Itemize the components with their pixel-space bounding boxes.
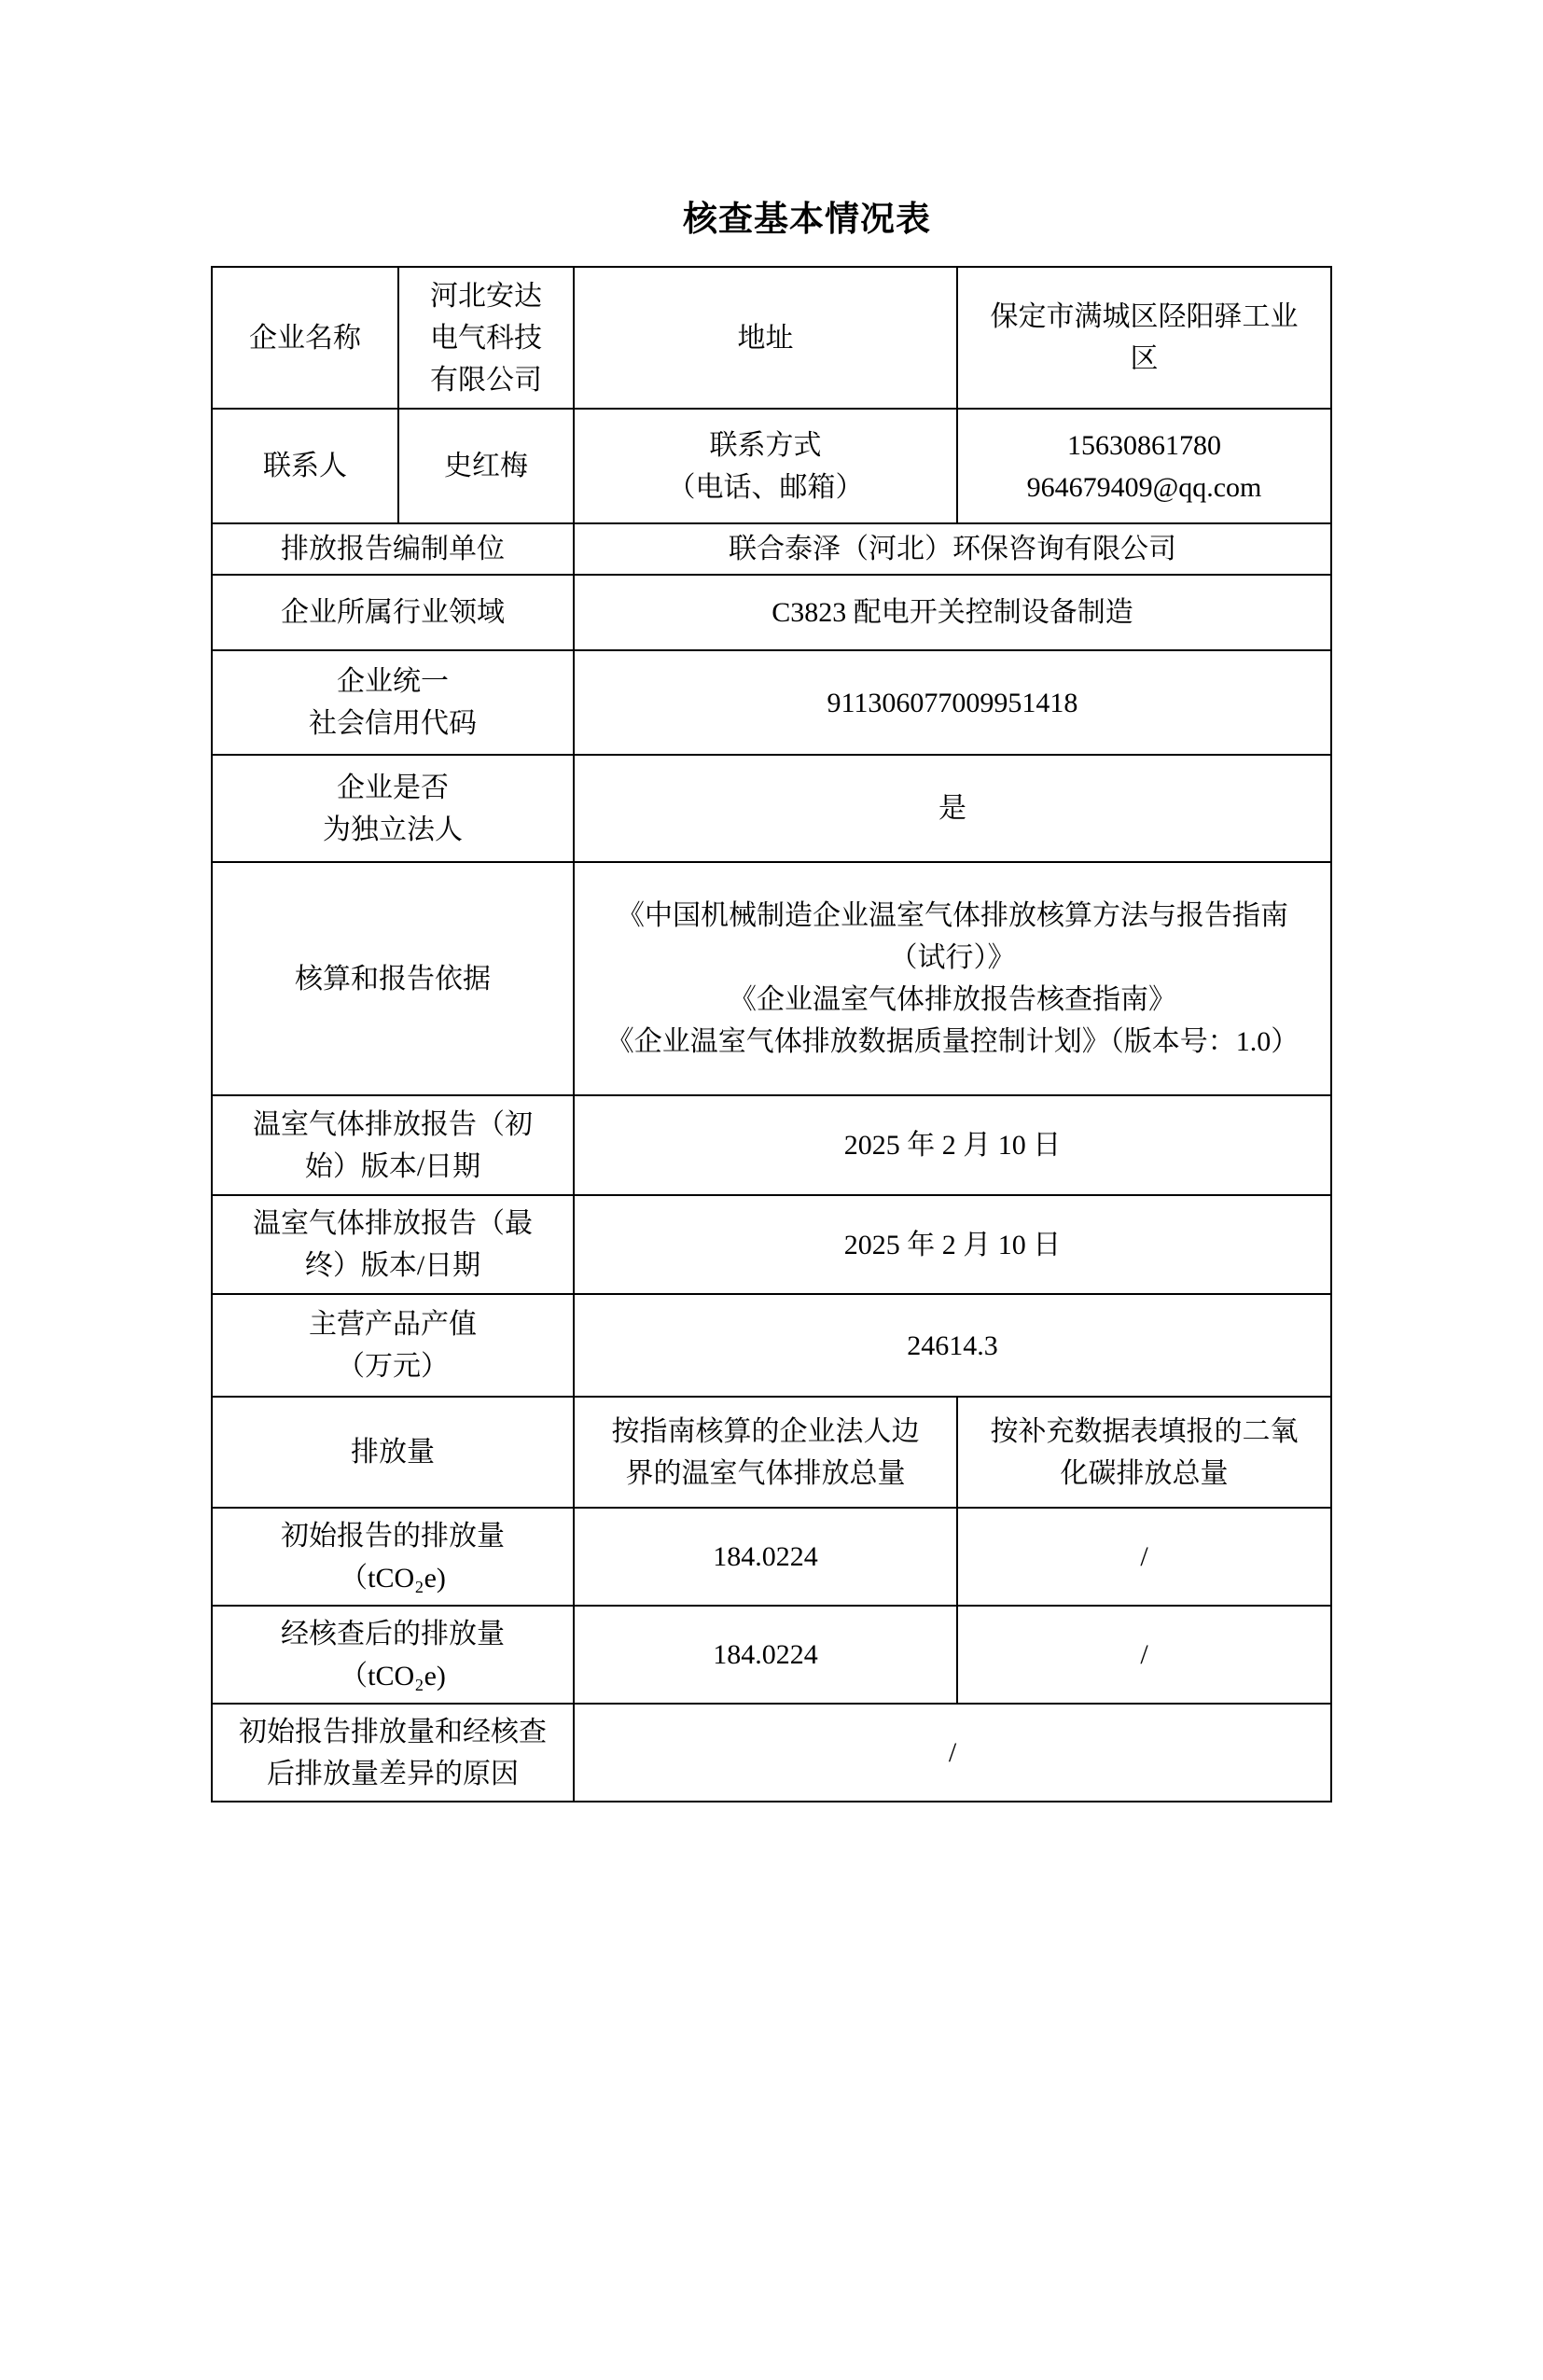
verified-emissions-guideline-value: 184.0224 <box>574 1606 957 1704</box>
enterprise-name-label: 企业名称 <box>212 267 398 409</box>
credit-code-value: 911306077009951418 <box>574 650 1331 755</box>
row-final-report-version <box>212 1195 1331 1294</box>
industry-sector-value: C3823 配电开关控制设备制造 <box>574 575 1331 650</box>
industry-sector-label: 企业所属行业领域 <box>212 575 574 650</box>
initial-report-version-value: 2025 年 2 月 10 日 <box>574 1095 1331 1195</box>
row-report-preparer <box>212 523 1331 575</box>
row-verified-emissions <box>212 1606 1331 1704</box>
accounting-basis-item: 《中国机械制造企业温室气体排放核算方法与报告指南（试行）》 <box>617 900 1288 973</box>
main-product-value-label <box>212 1294 574 1397</box>
independent-legal-person-label-line2: 为独立法人 <box>323 814 463 845</box>
enterprise-name-value: 河北安达电气科技有限公司 <box>398 267 574 409</box>
accounting-basis-value <box>574 862 1331 1095</box>
difference-reason-value: / <box>574 1704 1331 1802</box>
contact-method-label-line1: 联系方式 <box>709 429 822 461</box>
initial-report-version-label: 温室气体排放报告（初始）版本/日期 <box>212 1095 574 1195</box>
address-value: 保定市满城区陉阳驿工业区 <box>957 267 1331 409</box>
verified-emissions-label-line2: （tCO₂e) <box>340 1660 446 1691</box>
accounting-basis-label: 核算和报告依据 <box>212 862 574 1095</box>
main-product-value-label-line2: （万元） <box>337 1351 449 1382</box>
credit-code-label <box>212 650 574 755</box>
verified-emissions-supplementary-value: / <box>957 1606 1331 1704</box>
row-credit-code <box>212 650 1331 755</box>
contact-method-value <box>957 409 1331 523</box>
document-page <box>0 198 1543 2380</box>
row-contact <box>212 409 1331 523</box>
row-industry-sector <box>212 575 1331 650</box>
accounting-basis-item: 《企业温室气体排放报告核查指南》 <box>729 984 1176 1015</box>
report-preparer-label: 排放报告编制单位 <box>212 523 574 575</box>
independent-legal-person-label <box>212 755 574 862</box>
main-product-value-value: 24614.3 <box>574 1294 1331 1397</box>
initial-emissions-guideline-value: 184.0224 <box>574 1508 957 1606</box>
verified-emissions-label-line1: 经核查后的排放量 <box>281 1618 505 1649</box>
row-initial-emissions <box>212 1508 1331 1606</box>
contact-method-label-line2: （电话、邮箱） <box>667 471 864 503</box>
final-report-version-label: 温室气体排放报告（最终）版本/日期 <box>212 1195 574 1294</box>
contact-person-label: 联系人 <box>212 409 398 523</box>
emissions-header-supplementary-column: 按补充数据表填报的二氧化碳排放总量 <box>957 1397 1331 1508</box>
initial-emissions-label-line2: （tCO₂e) <box>340 1562 446 1594</box>
accounting-basis-item: 《企业温室气体排放数据质量控制计划》（版本号：1.0） <box>605 1026 1300 1057</box>
page-title: 核查基本情况表 <box>683 201 931 239</box>
verified-emissions-label <box>212 1606 574 1704</box>
row-main-product-value <box>212 1294 1331 1397</box>
initial-emissions-label-line1: 初始报告的排放量 <box>281 1520 505 1552</box>
verification-basic-info-table <box>211 266 1332 1802</box>
address-label: 地址 <box>574 267 957 409</box>
report-preparer-value: 联合泰泽（河北）环保咨询有限公司 <box>574 523 1331 575</box>
contact-email: 964679409@qq.com <box>1026 471 1262 503</box>
initial-emissions-supplementary-value: / <box>957 1508 1331 1606</box>
main-product-value-label-line1: 主营产品产值 <box>309 1309 477 1340</box>
difference-reason-label: 初始报告排放量和经核查后排放量差异的原因 <box>212 1704 574 1802</box>
emissions-header-label: 排放量 <box>212 1397 574 1508</box>
initial-emissions-label <box>212 1508 574 1606</box>
row-initial-report-version <box>212 1095 1331 1195</box>
credit-code-label-line1: 企业统一 <box>337 666 449 697</box>
independent-legal-person-value: 是 <box>574 755 1331 862</box>
independent-legal-person-label-line1: 企业是否 <box>337 772 449 803</box>
row-enterprise-name-address <box>212 267 1331 409</box>
row-independent-legal-person <box>212 755 1331 862</box>
contact-person-value: 史红梅 <box>398 409 574 523</box>
row-emissions-header <box>212 1397 1331 1508</box>
emissions-header-guideline-column: 按指南核算的企业法人边界的温室气体排放总量 <box>574 1397 957 1508</box>
contact-phone: 15630861780 <box>1067 429 1221 461</box>
final-report-version-value: 2025 年 2 月 10 日 <box>574 1195 1331 1294</box>
row-accounting-basis <box>212 862 1331 1095</box>
row-difference-reason <box>212 1704 1331 1802</box>
credit-code-label-line2: 社会信用代码 <box>309 708 477 739</box>
contact-method-label <box>574 409 957 523</box>
